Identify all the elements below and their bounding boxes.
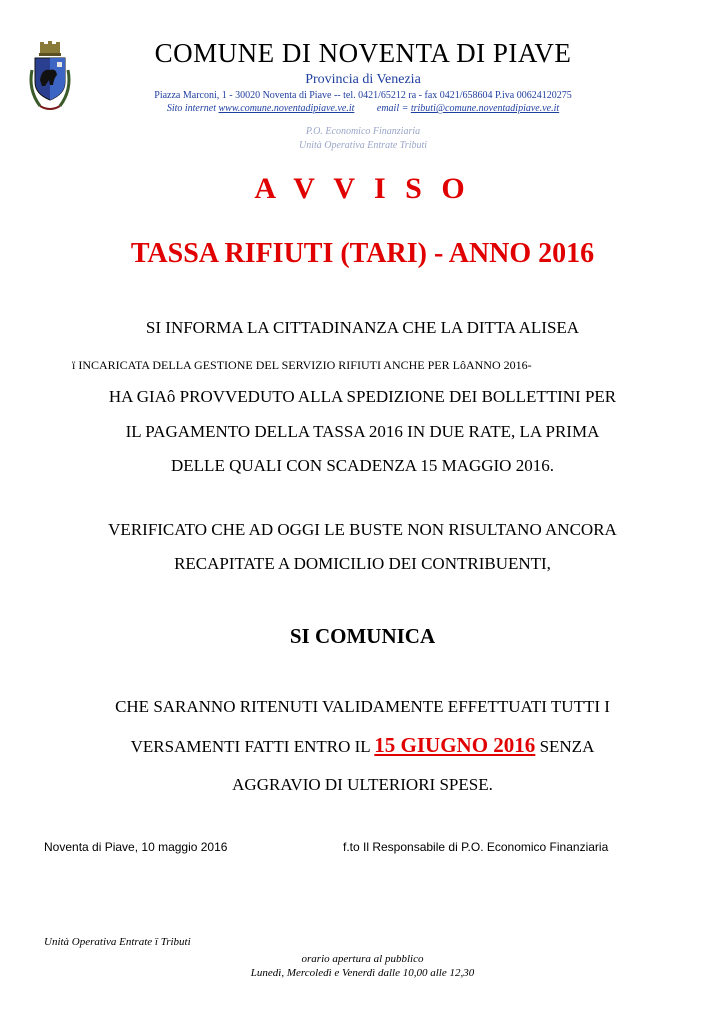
paragraph-3-line-2-end: SENZA: [535, 737, 595, 756]
unit-name: Unità Operativa Entrate Tributi: [298, 140, 428, 151]
announcement-heading: SI COMUNICA: [289, 624, 436, 648]
paragraph-1-line-2: ï INCARICATA DELLA GESTIONE DEL SERVIZIO RIFIUTI ANCHE PER LôANNO 2016-: [72, 358, 532, 372]
paragraph-2-line-2: RECAPITATE A DOMICILIO DEI CONTRIBUENTI,: [174, 554, 551, 573]
paragraph-1-line-5: DELLE QUALI CON SCADENZA 15 MAGGIO 2016.: [171, 456, 554, 475]
place-and-date: Noventa di Piave, 10 maggio 2016: [44, 840, 228, 854]
paragraph-3-line-2-start: VERSAMENTI FATTI ENTRO IL: [130, 737, 375, 756]
municipality-name: COMUNE DI NOVENTA DI PIAVE: [154, 38, 572, 68]
contact-line: [128, 103, 598, 114]
province-name: Provincia di Venezia: [305, 72, 421, 87]
notice-subject: TASSA RIFIUTI (TARI) - ANNO 2016: [130, 238, 595, 269]
opening-hours: Lunedì, Mercoledì e Venerdì dalle 10,00 alle 12,30: [250, 967, 475, 979]
notice-title: A V V I S O: [254, 172, 471, 205]
email-label: email =: [376, 103, 411, 114]
site-link[interactable]: www.comune.noventadipiave.ve.it: [218, 103, 355, 114]
coat-of-arms-icon: [26, 40, 74, 122]
paragraph-3-line-3: AGGRAVIO DI ULTERIORI SPESE.: [232, 775, 493, 794]
opening-hours-title: orario apertura al pubblico: [301, 953, 424, 965]
footer-office: Unità Operativa Entrate ï Tributi: [44, 936, 191, 948]
department-name: P.O. Economico Finanziaria: [305, 126, 421, 137]
paragraph-1-line-1: SI INFORMA LA CITTADINANZA CHE LA DITTA ALISEA: [145, 318, 580, 337]
paragraph-1-line-4: IL PAGAMENTO DELLA TASSA 2016 IN DUE RATE, LA PRIMA: [125, 422, 600, 441]
paragraph-2-line-1: VERIFICATO CHE AD OGGI LE BUSTE NON RISULTANO ANCORA: [108, 520, 617, 539]
paragraph-1-line-3: HA GIAô PROVVEDUTO ALLA SPEDIZIONE DEI BOLLETTINI PER: [108, 387, 617, 406]
deadline-date: 15 GIUGNO 2016: [374, 733, 536, 757]
address-line: Piazza Marconi, 1 - 30020 Noventa di Piave -- tel. 0421/65212 ra - fax 0421/658604 P.iva 00624120275: [154, 90, 572, 101]
paragraph-3-line-2: [0, 733, 725, 758]
signature-line: f.to Il Responsabile di P.O. Economico Finanziaria: [343, 840, 609, 854]
email-link[interactable]: tributi@comune.noventadipiave.ve.it: [410, 103, 560, 114]
paragraph-3-line-1: CHE SARANNO RITENUTI VALIDAMENTE EFFETTUATI TUTTI I: [115, 697, 610, 716]
site-label: Sito internet: [166, 103, 219, 114]
